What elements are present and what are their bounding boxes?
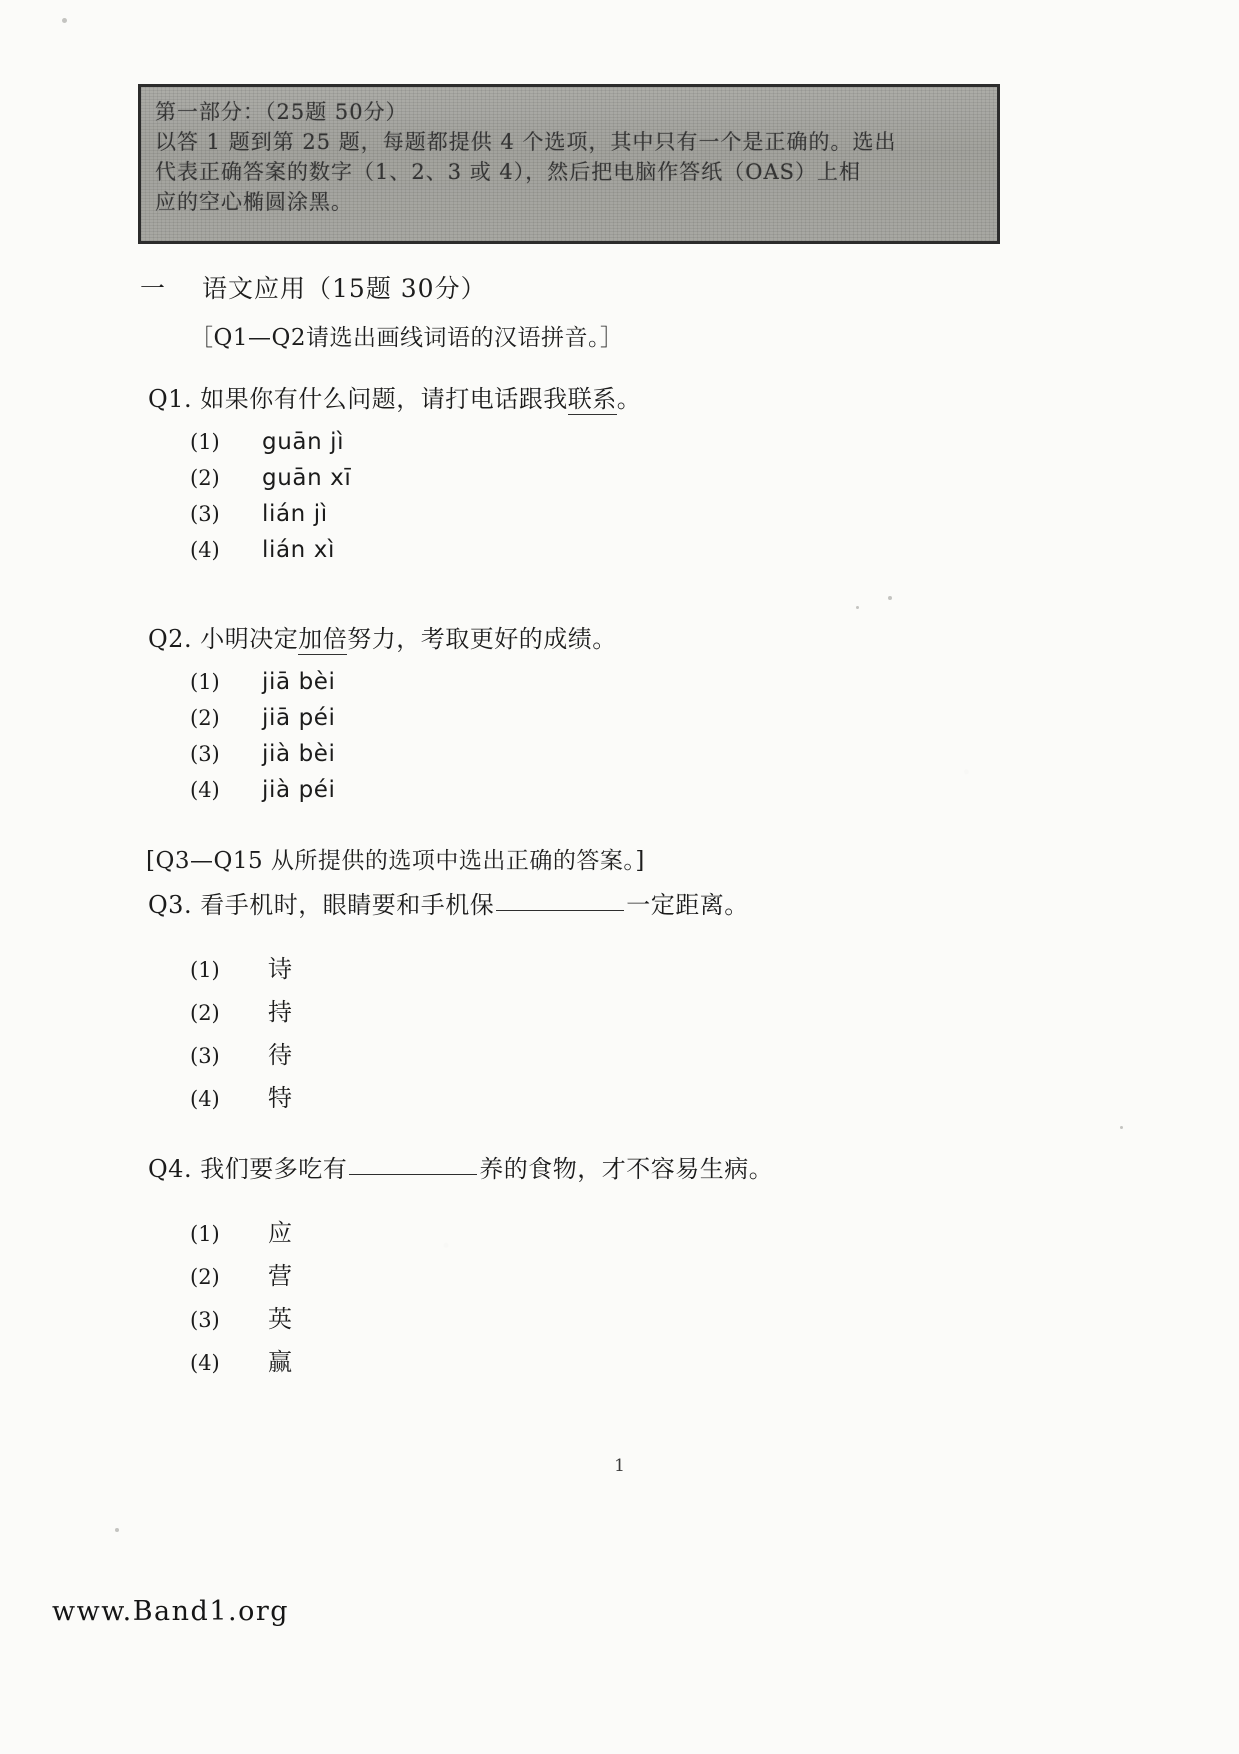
q3-option-4[interactable] xyxy=(148,1077,749,1120)
option-number: (1) xyxy=(190,430,220,454)
site-watermark: www.Band1.org xyxy=(52,1596,290,1627)
scan-speck xyxy=(1120,1126,1123,1129)
q1-underlined-word: 联系 xyxy=(567,385,617,413)
q4-stem-post: 养的食物，才不容易生病。 xyxy=(479,1155,774,1183)
instructions-line-1: 第一部分：（25题 50分） xyxy=(155,100,408,124)
q4-option-4[interactable] xyxy=(148,1341,773,1384)
section-title: 语文应用（15题 30分） xyxy=(202,274,487,303)
q4-label: Q4. xyxy=(148,1155,193,1183)
q2-underlined-word: 加倍 xyxy=(298,625,348,653)
instructions-line-4: 应的空心椭圆涂黑。 xyxy=(155,190,353,214)
q1-options xyxy=(148,424,641,568)
question-stem xyxy=(148,1152,773,1186)
q2-stem-pre: 小明决定 xyxy=(200,625,299,653)
question-stem xyxy=(148,888,749,922)
option-text: jiā péi xyxy=(262,705,336,731)
q1-stem-post: 。 xyxy=(616,385,642,413)
q3-option-3[interactable] xyxy=(148,1034,749,1077)
option-number: (3) xyxy=(190,742,220,766)
q2-option-1[interactable] xyxy=(148,664,617,700)
option-text: 营 xyxy=(268,1262,293,1290)
q2-option-4[interactable] xyxy=(148,772,617,808)
question-q1 xyxy=(148,382,641,568)
q4-stem-pre: 我们要多吃有 xyxy=(200,1155,348,1183)
option-number: (4) xyxy=(190,1087,220,1111)
scan-speck xyxy=(888,596,892,600)
option-number: (2) xyxy=(190,466,220,490)
q4-option-2[interactable] xyxy=(148,1255,773,1298)
question-q4 xyxy=(148,1152,773,1384)
instruction-note-q1-q2: ［Q1—Q2请选出画线词语的汉语拼音。］ xyxy=(190,325,624,351)
section-heading xyxy=(140,272,487,306)
q4-answer-blank xyxy=(349,1174,477,1175)
q4-options xyxy=(148,1212,773,1384)
question-stem xyxy=(148,382,641,416)
q1-option-2[interactable] xyxy=(148,460,641,496)
question-stem xyxy=(148,622,617,656)
option-text: lián jì xyxy=(262,501,328,527)
option-text: jià péi xyxy=(262,777,336,803)
option-number: (2) xyxy=(190,1001,220,1025)
q3-option-2[interactable] xyxy=(148,991,749,1034)
option-number: (4) xyxy=(190,778,220,802)
option-text: 待 xyxy=(268,1041,293,1069)
option-number: (3) xyxy=(190,1044,220,1068)
q3-answer-blank xyxy=(496,910,624,911)
q1-stem-pre: 如果你有什么问题，请打电话跟我 xyxy=(200,385,568,413)
q3-option-1[interactable] xyxy=(148,948,749,991)
q3-stem-pre: 看手机时，眼睛要和手机保 xyxy=(200,891,495,919)
option-number: (3) xyxy=(190,1308,220,1332)
option-number: (2) xyxy=(190,706,220,730)
section-number: 一 xyxy=(140,274,167,303)
instructions-line-3: 代表正确答案的数字（1、2、3 或 4），然后把电脑作答纸（OAS）上相 xyxy=(155,160,862,184)
q2-stem-post: 努力，考取更好的成绩。 xyxy=(347,625,617,653)
question-q2 xyxy=(148,622,617,808)
option-number: (4) xyxy=(190,1351,220,1375)
option-number: (4) xyxy=(190,538,220,562)
q1-option-3[interactable] xyxy=(148,496,641,532)
q3-label: Q3. xyxy=(148,891,193,919)
option-text: guān xī xyxy=(262,465,352,491)
option-text: jiā bèi xyxy=(262,669,336,695)
scan-speck xyxy=(115,1528,119,1532)
option-text: 英 xyxy=(268,1305,293,1333)
q1-label: Q1. xyxy=(148,385,193,413)
option-number: (1) xyxy=(190,670,220,694)
q2-option-3[interactable] xyxy=(148,736,617,772)
q4-option-1[interactable] xyxy=(148,1212,773,1255)
q4-option-3[interactable] xyxy=(148,1298,773,1341)
q2-option-2[interactable] xyxy=(148,700,617,736)
option-text: lián xì xyxy=(262,537,335,563)
page-number: 1 xyxy=(614,1456,625,1476)
q2-label: Q2. xyxy=(148,625,193,653)
option-text: guān jì xyxy=(262,429,345,455)
q3-options xyxy=(148,948,749,1120)
q1-option-4[interactable] xyxy=(148,532,641,568)
q1-option-1[interactable] xyxy=(148,424,641,460)
instruction-note-q3-q15: [Q3—Q15 从所提供的选项中选出正确的答案。] xyxy=(146,848,645,874)
q3-stem-post: 一定距离。 xyxy=(626,891,749,919)
option-number: (3) xyxy=(190,502,220,526)
question-q3 xyxy=(148,888,749,1120)
scan-speck xyxy=(856,606,859,609)
option-text: 特 xyxy=(268,1084,293,1112)
option-number: (1) xyxy=(190,958,220,982)
option-text: 持 xyxy=(268,998,293,1026)
scan-speck xyxy=(62,18,67,23)
option-text: 赢 xyxy=(268,1348,293,1376)
option-number: (2) xyxy=(190,1265,220,1289)
instructions-box xyxy=(138,84,1000,244)
instructions-line-2: 以答 1 题到第 25 题，每题都提供 4 个选项，其中只有一个是正确的。选出 xyxy=(155,130,897,154)
option-text: 诗 xyxy=(268,955,293,983)
q2-options xyxy=(148,664,617,808)
option-text: 应 xyxy=(268,1219,293,1247)
option-number: (1) xyxy=(190,1222,220,1246)
option-text: jià bèi xyxy=(262,741,336,767)
